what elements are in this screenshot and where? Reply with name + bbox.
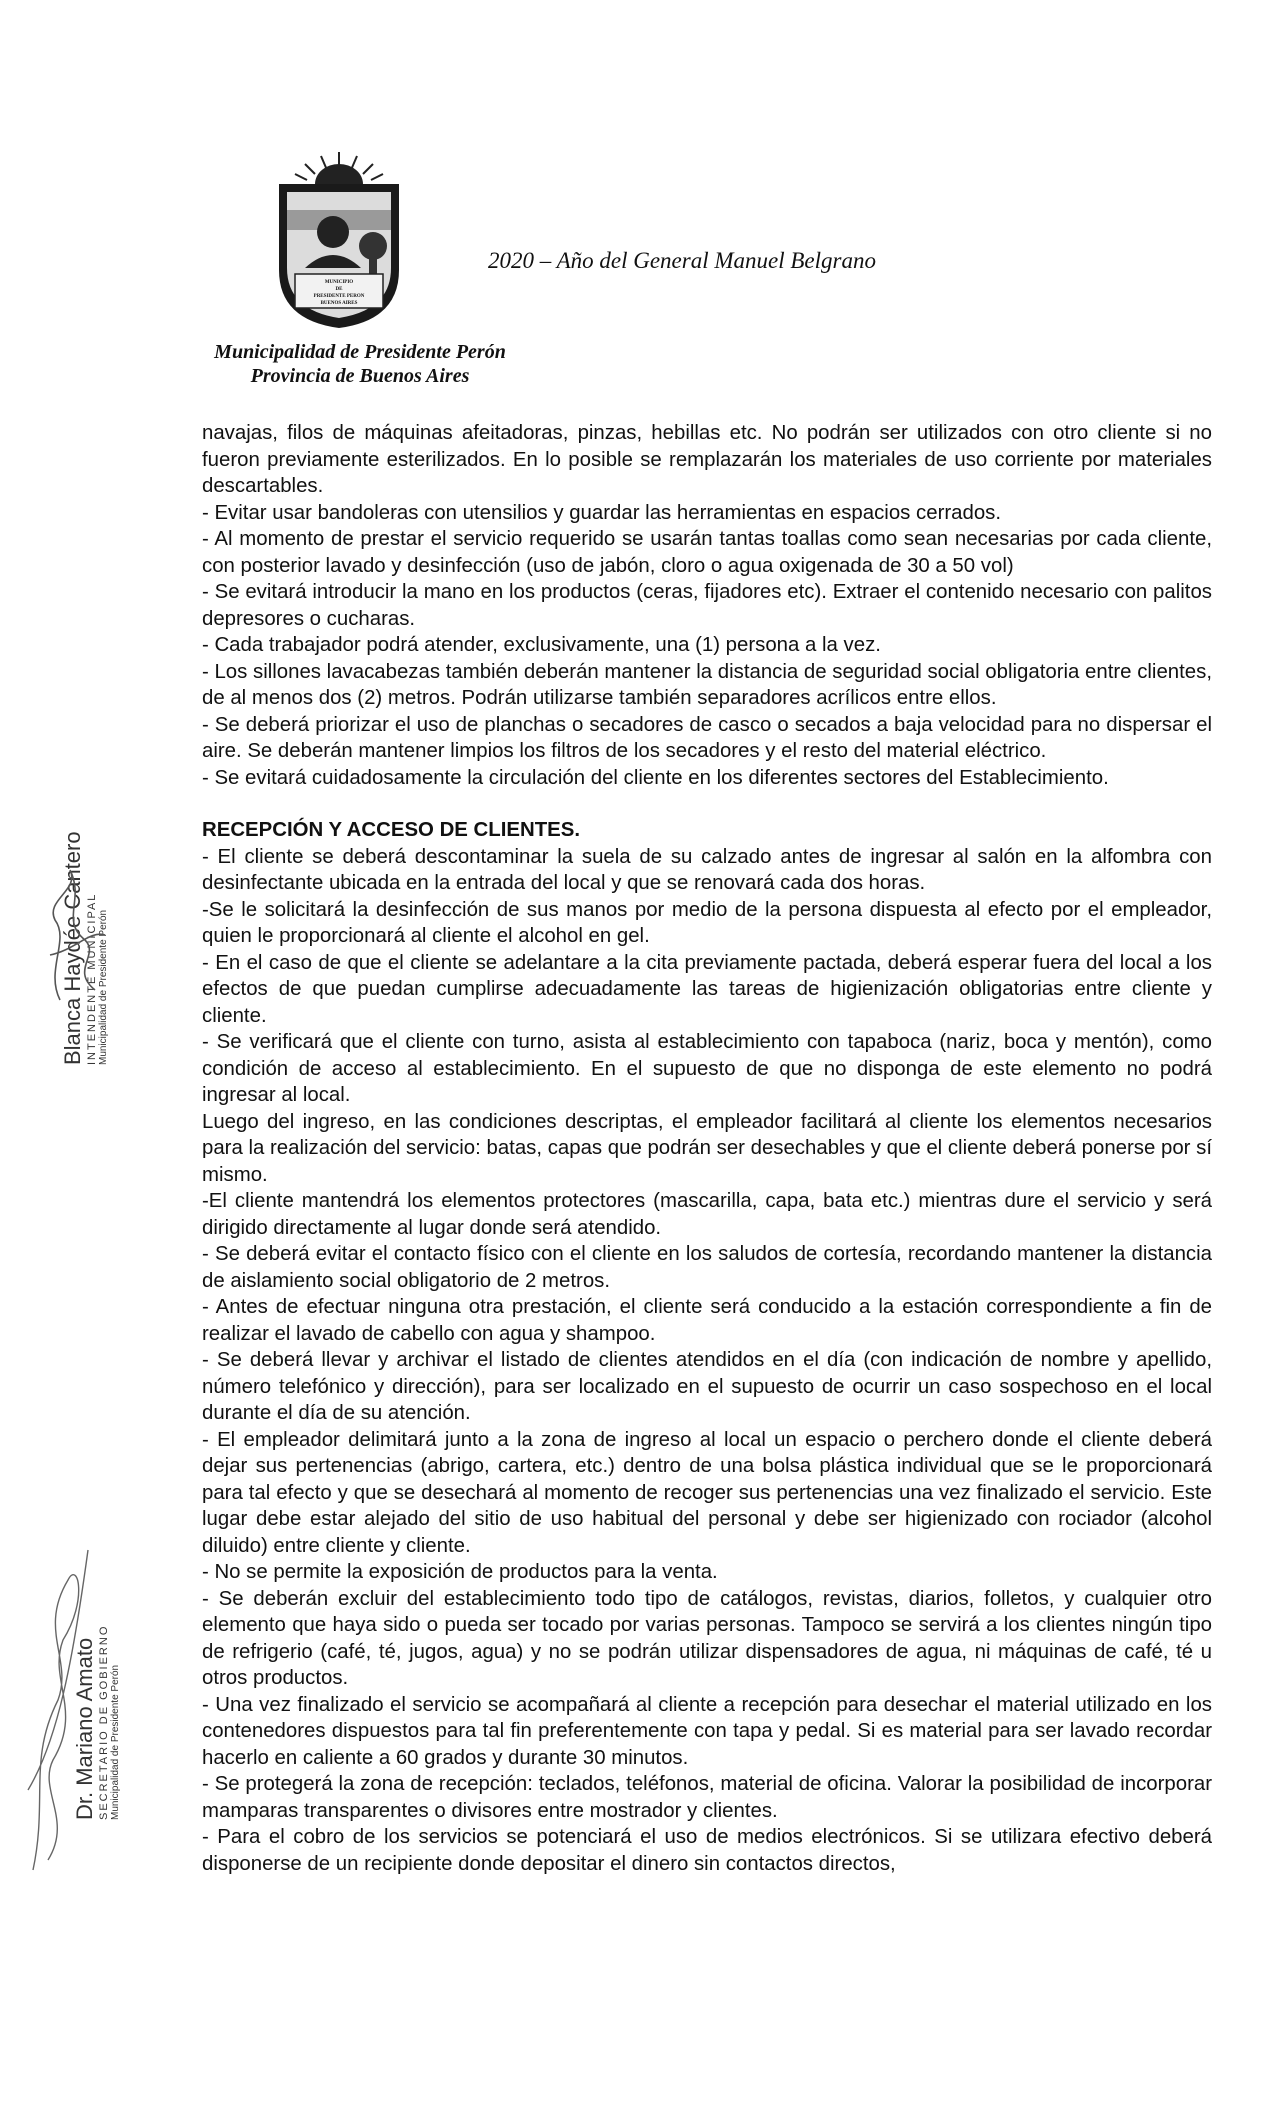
handwritten-signature <box>40 860 120 1010</box>
stamp-name: Dr. Mariano Amato <box>72 1637 97 1820</box>
emblem-text-line: PRESIDENTE PERON <box>313 294 365 299</box>
handwritten-signature <box>18 1540 98 1880</box>
section-paragraph: Luego del ingreso, en las condiciones descriptas, el empleador facilitará al cliente los elementos necesarios para la realización del servicio: batas, capas que podrán ser desechables y que el cliente deberá ponerse por sí mismo. <box>202 1110 1212 1186</box>
section-paragraph: - El cliente se deberá descontaminar la suela de su calzado antes de ingresar al salón en la alfombra con desinfectante ubicada en la entrada del local y que se renovará cada dos horas. <box>202 845 1212 894</box>
letterhead-municipality <box>180 340 540 388</box>
section-paragraph: - Se protegerá la zona de recepción: teclados, teléfonos, material de oficina. Valorar la posibilidad de incorporar mamparas transparentes o divisores entre mostrador y clientes. <box>202 1773 1212 1822</box>
section-paragraph: -Se le solicitará la desinfección de sus manos por medio de la persona dispuesta al efecto por el empleador, quien le proporcionará al cliente el alcohol en gel. <box>202 898 1212 947</box>
body-paragraph: - Se evitará introducir la mano en los productos (ceras, fijadores etc). Extraer el contenido necesario con palitos depresores o cucharas. <box>202 581 1212 630</box>
section-paragraph: - Una vez finalizado el servicio se acompañará al cliente a recepción para desechar el material utilizado en los contenedores dispuestos para tal fin preferentemente con tapa y pedal. Si es material para ser lavado recordar hacerlo en caliente a 60 grados y durante 30 minutos. <box>202 1693 1212 1769</box>
stamp-role: INTENDENTE MUNICIPAL <box>86 892 98 1065</box>
body-paragraph: - Cada trabajador podrá atender, exclusivamente, una (1) persona a la vez. <box>202 634 881 656</box>
section-paragraph: - En el caso de que el cliente se adelantare a la cita previamente pactada, deberá esperar fuera del local a los efectos de que puedan cumplirse adecuadamente las tareas de higienización obligatorias entre cliente y cliente. <box>202 951 1212 1027</box>
document-body <box>202 420 1212 1877</box>
province-name: Provincia de Buenos Aires <box>250 365 470 387</box>
body-paragraph: - Evitar usar bandoleras con utensilios y guardar las herramientas en espacios cerrados. <box>202 501 1002 524</box>
stamp-name: Blanca Haydée Cantero <box>60 831 85 1065</box>
body-paragraph: - Los sillones lavacabezas también deberán mantener la distancia de seguridad social obligatoria entre clientes, de al menos dos (2) metros. Podrán utilizarse también separadores acrílicos entre ellos. <box>202 660 1212 709</box>
section-paragraph: - El empleador delimitará junto a la zona de ingreso al local un espacio o perchero donde el cliente deberá dejar sus pertenencias (abrigo, cartera, etc.) dentro de una bolsa plástica individual que se le proporcionará para tal efecto y que se desechará al momento de recoger sus pertenencias una vez finalizado el servicio. Este lugar debe estar alejado del sitio de uso habitual del personal y debe ser higienizado con rociador (alcohol diluido) entre cliente y cliente. <box>202 1428 1212 1557</box>
body-paragraph: - Al momento de prestar el servicio requerido se usarán tantas toallas como sean necesarias por cada cliente, con posterior lavado y desinfección (uso de jabón, cloro o agua oxigenada de 30 a 50 vol) <box>202 528 1212 577</box>
body-paragraph: - Se evitará cuidadosamente la circulación del cliente en los diferentes sectores del Establecimiento. <box>202 766 1109 789</box>
year-motto: 2020 – Año del General Manuel Belgrano <box>488 248 876 273</box>
emblem-banner-text <box>299 279 379 307</box>
section-paragraph: - Se deberá evitar el contacto físico con el cliente en los saludos de cortesía, recordando mantener la distancia de aislamiento social obligatorio de 2 metros. <box>202 1243 1212 1292</box>
stamp-municipality: Municipalidad de Presidente Perón <box>110 1664 121 1820</box>
body-paragraph: - Se deberá priorizar el uso de planchas o secadores de casco o secados a baja velocidad para no dispersar el aire. Se deberán mantener limpios los filtros de los secadores y el resto del material eléctrico. <box>202 713 1212 762</box>
emblem-text-line: MUNICIPIO <box>324 280 354 285</box>
section-paragraph: - Antes de efectuar ninguna otra prestación, el cliente será conducido a la estación correspondiente a fin de realizar el lavado de cabello con agua y shampoo. <box>202 1296 1212 1345</box>
section-paragraph: -El cliente mantendrá los elementos protectores (mascarilla, capa, bata etc.) mientras dure el servicio y será dirigido directamente al lugar donde será atendido. <box>202 1190 1212 1239</box>
section-paragraph: - Se deberá llevar y archivar el listado de clientes atendidos en el día (con indicación de nombre y apellido, número telefónico y dirección), para ser localizado en el supuesto de ocurrir un caso sospechoso en el local durante el día de su atención. <box>202 1349 1212 1424</box>
stamp-municipality: Municipalidad de Presidente Perón <box>98 909 109 1065</box>
stamp-role: SECRETARIO DE GOBIERNO <box>98 1624 110 1820</box>
municipality-name: Municipalidad de Presidente Perón <box>214 341 506 363</box>
section-paragraph: - Se deberán excluir del establecimiento todo tipo de catálogos, revistas, diarios, folletos, y cualquier otro elemento que haya sido o pueda ser tocado por varias personas. Tampoco se servirá a los clientes ningún tipo de refrigerio (café, té, jugos, agua) y no se podrán utilizar dispensadores de agua, ni máquinas de café, té u otros productos. <box>202 1587 1212 1689</box>
section-heading: RECEPCIÓN Y ACCESO DE CLIENTES. <box>202 819 581 841</box>
section-paragraph: - Para el cobro de los servicios se potenciará el uso de medios electrónicos. Si se utilizara efectivo deberá disponerse de un recipiente donde depositar el dinero sin contactos directos, <box>202 1826 1212 1875</box>
emblem-text-line: BUENOS AIRES <box>320 301 358 306</box>
section-paragraph: - No se permite la exposición de productos para la venta. <box>202 1561 718 1583</box>
section-paragraph: - Se verificará que el cliente con turno, asista al establecimiento con tapaboca (nariz, boca y mentón), como condición de acceso al establecimiento. En el supuesto de que no disponga de este elemento no podrá ingresar al local. <box>202 1031 1212 1106</box>
body-paragraph: navajas, filos de máquinas afeitadoras, pinzas, hebillas etc. No podrán ser utilizados con otro cliente si no fueron previamente esterilizados. En lo posible se remplazarán los materiales de uso corriente por materiales descartables. <box>202 422 1212 497</box>
emblem-text-line: DE <box>335 287 343 292</box>
